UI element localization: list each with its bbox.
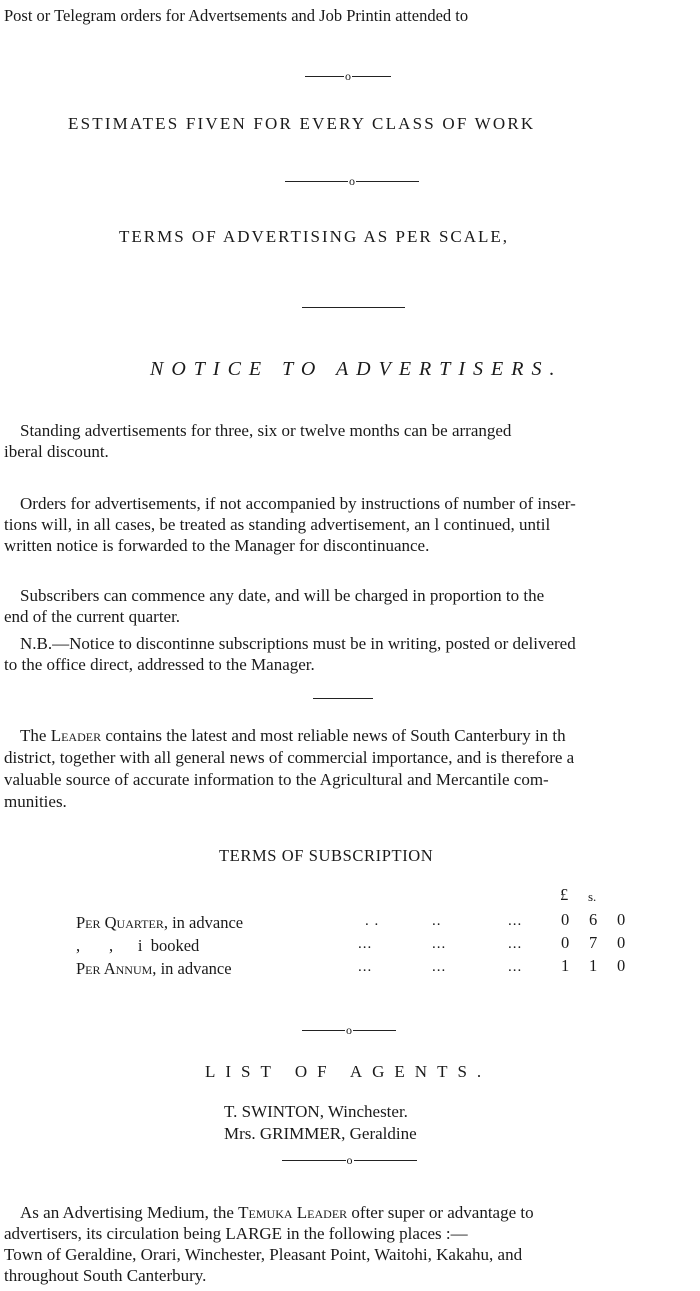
notice-p3-line2: end of the current quarter. [4, 607, 181, 626]
row-dots: ... [508, 913, 523, 929]
row-dots: ... [432, 936, 447, 952]
notice-p1-line2: iberal discount. [4, 442, 109, 461]
notice-p2-line1: Orders for advertisements, if not accompanied by instructions of number of inser- [20, 494, 576, 513]
row-shillings: 7 [589, 933, 598, 952]
leader-line2: district, together with all general news of commercial importance, and is therefore a [4, 748, 575, 767]
medium-line2: advertisers, its circulation being LARGE in the following places :— [4, 1224, 468, 1243]
notice-p4 [4, 633, 576, 675]
row-shillings: 1 [589, 956, 598, 975]
leader-line3: valuable source of accurate information to the Agricultural and Mercantile com- [4, 770, 549, 789]
medium-line4: throughout South Canterbury. [4, 1266, 207, 1285]
row-shillings: 6 [589, 910, 598, 929]
row-pence: 0 [617, 956, 626, 975]
row-pounds: 1 [561, 956, 570, 975]
notice-p2-line2: tions will, in all cases, be treated as standing advertisement, an l continued, until [4, 515, 551, 534]
agents-title: LIST OF AGENTS. [205, 1062, 492, 1081]
row-dots: .. [432, 913, 442, 929]
divider-1 [302, 307, 405, 308]
row-dots: . . [365, 913, 380, 929]
medium-paragraph [4, 1202, 534, 1286]
ornament-2: o [349, 174, 355, 188]
top-line: Post or Telegram orders for Advertsements and Job Printin attended to [4, 6, 469, 25]
notice-p4-line2: to the office direct, addressed to the Manager. [4, 655, 315, 674]
ornament-1: o [345, 69, 351, 83]
notice-p1-line1: Standing advertisements for three, six or twelve months can be arranged [20, 421, 512, 440]
table-row: Per Quarter, in advance [76, 913, 244, 932]
column-header-pounds: £ [560, 885, 569, 904]
row-pence: 0 [617, 933, 626, 952]
row-dots: ... [508, 936, 523, 952]
medium-line1: As an Advertising Medium, the Temuka Leader ofter super or advantage to [20, 1203, 534, 1222]
table-row: , , i booked [76, 936, 200, 955]
row-dots: ... [358, 959, 373, 975]
row-dots: ... [358, 936, 373, 952]
leader-paragraph [4, 725, 574, 813]
agent-2: Mrs. GRIMMER, Geraldine [224, 1124, 417, 1143]
notice-p1 [4, 420, 511, 462]
divider-2 [313, 698, 373, 699]
row-pence: 0 [617, 910, 626, 929]
terms-advertising-heading: TERMS OF ADVERTISING AS PER SCALE, [119, 227, 510, 246]
subscription-title: TERMS OF SUBSCRIPTION [219, 846, 434, 865]
ornament-4: o [346, 1153, 353, 1167]
row-pounds: 0 [561, 933, 570, 952]
row-dots: ... [432, 959, 447, 975]
table-row: Per Annum, in advance [76, 959, 232, 978]
agent-1: T. SWINTON, Winchester. [224, 1102, 408, 1121]
ornament-3: o [346, 1023, 352, 1037]
row-dots: ... [508, 959, 523, 975]
notice-title: NOTICE TO ADVERTISERS. [150, 358, 563, 380]
notice-p2-line3: written notice is forwarded to the Manager for discontinuance. [4, 536, 430, 555]
leader-line1: The Leader contains the latest and most reliable news of South Canterbury in th [20, 726, 566, 745]
leader-line4: munities. [4, 792, 67, 811]
notice-p4-line1: N.B.—Notice to discontinne subscriptions must be in writing, posted or delivered [20, 634, 576, 653]
medium-line3: Town of Geraldine, Orari, Winchester, Pleasant Point, Waitohi, Kakahu, and [4, 1245, 523, 1264]
row-pounds: 0 [561, 910, 570, 929]
notice-p3 [4, 585, 544, 627]
notice-p2 [4, 493, 576, 556]
estimates-heading: ESTIMATES FIVEN FOR EVERY CLASS OF WORK [68, 114, 536, 133]
column-header-shillings: s. [588, 889, 597, 904]
notice-p3-line1: Subscribers can commence any date, and will be charged in proportion to the [20, 586, 545, 605]
